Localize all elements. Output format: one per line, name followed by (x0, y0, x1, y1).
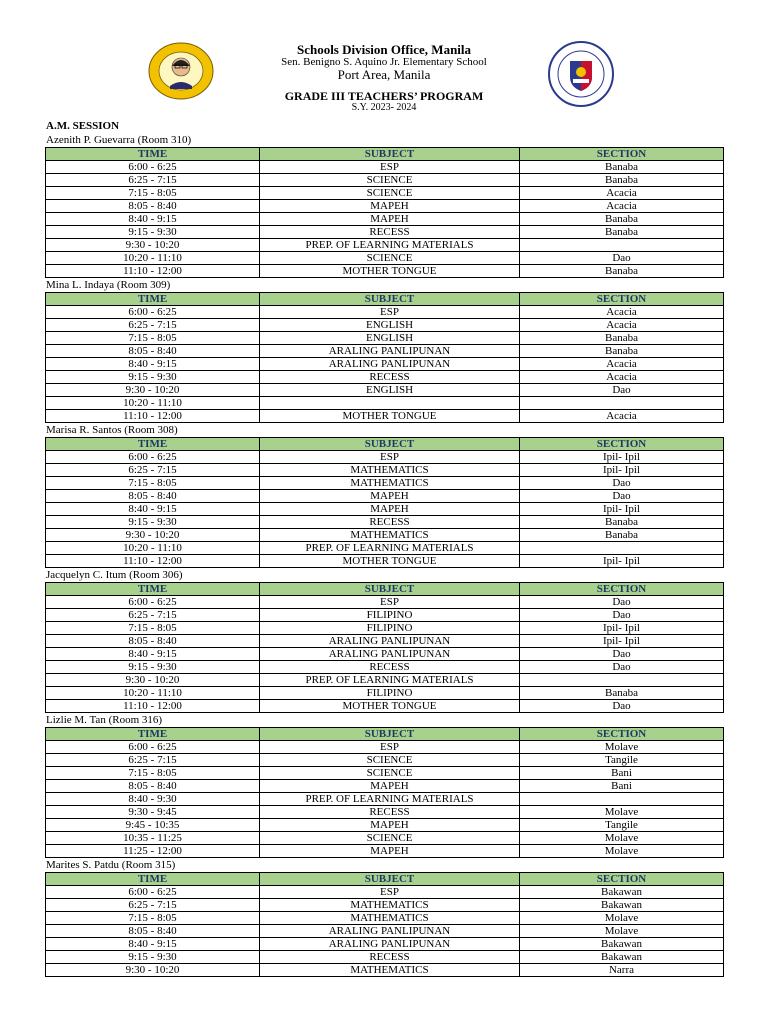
section-cell: Dao (520, 648, 724, 661)
time-cell: 6:25 - 7:15 (46, 319, 260, 332)
time-cell: 6:25 - 7:15 (46, 174, 260, 187)
section-cell: Dao (520, 661, 724, 674)
time-cell: 9:30 - 9:45 (46, 806, 260, 819)
time-cell: 8:40 - 9:15 (46, 938, 260, 951)
time-column-header: TIME (46, 293, 260, 306)
time-cell: 8:05 - 8:40 (46, 925, 260, 938)
section-cell: Ipil- Ipil (520, 464, 724, 477)
subject-cell: PREP. OF LEARNING MATERIALS (260, 674, 520, 687)
time-cell: 7:15 - 8:05 (46, 187, 260, 200)
subject-cell: MAPEH (260, 213, 520, 226)
time-column-header: TIME (46, 438, 260, 451)
school-name: Sen. Benigno S. Aquino Jr. Elementary School (281, 56, 487, 68)
section-cell: Bani (520, 780, 724, 793)
time-cell: 11:10 - 12:00 (46, 555, 260, 568)
section-cell: Molave (520, 925, 724, 938)
subject-cell: MAPEH (260, 490, 520, 503)
table-row (46, 793, 724, 806)
table-row (46, 187, 724, 200)
section-cell: Bakawan (520, 899, 724, 912)
table-row (46, 464, 724, 477)
section-cell: Dao (520, 252, 724, 265)
program-title: GRADE III TEACHERS’ PROGRAM (284, 89, 484, 103)
time-cell: 7:15 - 8:05 (46, 912, 260, 925)
section-cell: Bakawan (520, 886, 724, 899)
time-cell: 11:10 - 12:00 (46, 700, 260, 713)
table-row (46, 899, 724, 912)
subject-cell: ESP (260, 306, 520, 319)
time-cell: 10:20 - 11:10 (46, 542, 260, 555)
section-cell: Molave (520, 806, 724, 819)
time-cell: 9:15 - 9:30 (46, 516, 260, 529)
subject-cell: PREP. OF LEARNING MATERIALS (260, 239, 520, 252)
section-column-header: SECTION (520, 293, 724, 306)
time-cell: 9:30 - 10:20 (46, 239, 260, 252)
subject-cell: ESP (260, 741, 520, 754)
time-cell: 9:30 - 10:20 (46, 674, 260, 687)
table-row (46, 886, 724, 899)
teacher-name: Marisa R. Santos (Room 308) (46, 424, 178, 436)
section-cell (520, 674, 724, 687)
section-cell: Banaba (520, 174, 724, 187)
subject-cell: MATHEMATICS (260, 529, 520, 542)
table-row (46, 780, 724, 793)
table-row (46, 371, 724, 384)
table-row (46, 516, 724, 529)
table-row (46, 819, 724, 832)
subject-column-header: SUBJECT (260, 148, 520, 161)
subject-cell: SCIENCE (260, 252, 520, 265)
time-cell: 7:15 - 8:05 (46, 622, 260, 635)
section-cell (520, 793, 724, 806)
time-cell: 8:40 - 9:15 (46, 358, 260, 371)
section-cell: Acacia (520, 319, 724, 332)
subject-cell: SCIENCE (260, 832, 520, 845)
time-cell: 8:40 - 9:15 (46, 213, 260, 226)
subject-cell: MATHEMATICS (260, 912, 520, 925)
subject-cell: RECESS (260, 951, 520, 964)
section-cell (520, 397, 724, 410)
subject-cell: MOTHER TONGUE (260, 410, 520, 423)
subject-cell: ENGLISH (260, 384, 520, 397)
teacher-name: Marites S. Patdu (Room 315) (46, 859, 176, 871)
schedule-table (45, 292, 724, 423)
schedule-table (45, 872, 724, 977)
time-cell: 9:30 - 10:20 (46, 964, 260, 977)
section-cell: Molave (520, 912, 724, 925)
section-cell: Banaba (520, 265, 724, 278)
time-cell: 6:25 - 7:15 (46, 899, 260, 912)
table-row (46, 503, 724, 516)
teacher-schedule-block (45, 568, 723, 713)
table-row (46, 265, 724, 278)
section-cell: Ipil- Ipil (520, 635, 724, 648)
subject-cell: ARALING PANLIPUNAN (260, 925, 520, 938)
time-cell: 7:15 - 8:05 (46, 332, 260, 345)
time-cell: 6:00 - 6:25 (46, 596, 260, 609)
subject-cell: RECESS (260, 806, 520, 819)
subject-cell: MOTHER TONGUE (260, 265, 520, 278)
subject-cell: PREP. OF LEARNING MATERIALS (260, 793, 520, 806)
table-row (46, 358, 724, 371)
subject-cell: MAPEH (260, 200, 520, 213)
subject-cell: SCIENCE (260, 174, 520, 187)
subject-cell: MAPEH (260, 845, 520, 858)
table-row (46, 555, 724, 568)
time-cell: 8:05 - 8:40 (46, 490, 260, 503)
schedule-table (45, 582, 724, 713)
table-header-row (46, 873, 724, 886)
table-row (46, 542, 724, 555)
time-cell: 9:15 - 9:30 (46, 951, 260, 964)
time-column-header: TIME (46, 583, 260, 596)
table-row (46, 239, 724, 252)
time-cell: 9:15 - 9:30 (46, 226, 260, 239)
section-column-header: SECTION (520, 148, 724, 161)
table-row (46, 700, 724, 713)
subject-cell: MOTHER TONGUE (260, 700, 520, 713)
schedule-table (45, 727, 724, 858)
table-row (46, 741, 724, 754)
school-location: Port Area, Manila (337, 67, 431, 82)
time-cell: 6:00 - 6:25 (46, 161, 260, 174)
table-row (46, 845, 724, 858)
teacher-schedule-block (45, 713, 723, 858)
subject-cell: ARALING PANLIPUNAN (260, 345, 520, 358)
time-cell: 6:00 - 6:25 (46, 741, 260, 754)
time-cell: 10:35 - 11:25 (46, 832, 260, 845)
time-cell: 8:40 - 9:15 (46, 648, 260, 661)
time-cell: 8:40 - 9:15 (46, 503, 260, 516)
document-header (0, 0, 768, 118)
table-row (46, 964, 724, 977)
section-cell: Ipil- Ipil (520, 503, 724, 516)
time-cell: 9:30 - 10:20 (46, 384, 260, 397)
subject-cell: MATHEMATICS (260, 899, 520, 912)
teacher-name: Azenith P. Guevarra (Room 310) (46, 134, 192, 146)
table-row (46, 661, 724, 674)
time-cell: 9:45 - 10:35 (46, 819, 260, 832)
table-header-row (46, 293, 724, 306)
section-cell: Dao (520, 609, 724, 622)
table-row (46, 451, 724, 464)
table-header-row (46, 583, 724, 596)
table-row (46, 912, 724, 925)
time-cell: 7:15 - 8:05 (46, 767, 260, 780)
subject-cell: MATHEMATICS (260, 464, 520, 477)
time-cell: 11:10 - 12:00 (46, 410, 260, 423)
table-row (46, 622, 724, 635)
table-row (46, 754, 724, 767)
section-cell: Molave (520, 741, 724, 754)
time-cell: 11:10 - 12:00 (46, 265, 260, 278)
time-column-header: TIME (46, 873, 260, 886)
section-cell: Acacia (520, 358, 724, 371)
division-office-title: Schools Division Office, Manila (296, 42, 472, 57)
subject-cell: ESP (260, 886, 520, 899)
subject-cell: SCIENCE (260, 187, 520, 200)
time-cell: 8:05 - 8:40 (46, 200, 260, 213)
table-row (46, 596, 724, 609)
table-header-row (46, 438, 724, 451)
subject-cell: ESP (260, 596, 520, 609)
time-cell: 8:40 - 9:30 (46, 793, 260, 806)
subject-column-header: SUBJECT (260, 293, 520, 306)
section-column-header: SECTION (520, 873, 724, 886)
section-cell (520, 239, 724, 252)
subject-cell: MOTHER TONGUE (260, 555, 520, 568)
table-header-row (46, 148, 724, 161)
subject-cell: FILIPINO (260, 609, 520, 622)
table-row (46, 174, 724, 187)
teacher-schedules (45, 133, 723, 977)
table-row (46, 609, 724, 622)
table-row (46, 410, 724, 423)
section-cell: Acacia (520, 371, 724, 384)
section-cell: Molave (520, 845, 724, 858)
table-row (46, 767, 724, 780)
section-cell: Banaba (520, 345, 724, 358)
table-row (46, 490, 724, 503)
table-row (46, 332, 724, 345)
table-row (46, 252, 724, 265)
section-cell: Dao (520, 700, 724, 713)
subject-cell: MAPEH (260, 780, 520, 793)
subject-cell (260, 397, 520, 410)
time-cell: 10:20 - 11:10 (46, 397, 260, 410)
time-cell: 7:15 - 8:05 (46, 477, 260, 490)
subject-column-header: SUBJECT (260, 583, 520, 596)
section-cell: Molave (520, 832, 724, 845)
section-cell: Dao (520, 384, 724, 397)
table-row (46, 477, 724, 490)
teacher-schedule-block (45, 278, 723, 423)
subject-cell: SCIENCE (260, 767, 520, 780)
time-cell: 9:15 - 9:30 (46, 371, 260, 384)
subject-cell: RECESS (260, 371, 520, 384)
teacher-schedule-block (45, 133, 723, 278)
subject-column-header: SUBJECT (260, 873, 520, 886)
subject-cell: FILIPINO (260, 687, 520, 700)
teacher-schedule-block (45, 858, 723, 977)
table-row (46, 397, 724, 410)
time-cell: 6:00 - 6:25 (46, 451, 260, 464)
time-cell: 6:25 - 7:15 (46, 464, 260, 477)
section-cell: Banaba (520, 687, 724, 700)
section-cell: Ipil- Ipil (520, 451, 724, 464)
subject-cell: ENGLISH (260, 319, 520, 332)
section-cell: Dao (520, 477, 724, 490)
section-column-header: SECTION (520, 583, 724, 596)
subject-cell: ENGLISH (260, 332, 520, 345)
time-cell: 9:15 - 9:30 (46, 661, 260, 674)
table-row (46, 925, 724, 938)
subject-column-header: SUBJECT (260, 728, 520, 741)
teacher-schedule-block (45, 423, 723, 568)
subject-cell: MATHEMATICS (260, 964, 520, 977)
table-row (46, 951, 724, 964)
subject-column-header: SUBJECT (260, 438, 520, 451)
section-cell: Acacia (520, 187, 724, 200)
table-row (46, 161, 724, 174)
time-cell: 9:30 - 10:20 (46, 529, 260, 542)
schedule-table (45, 147, 724, 278)
school-year: S.Y. 2023- 2024 (351, 102, 417, 113)
section-cell: Bakawan (520, 938, 724, 951)
time-cell: 8:05 - 8:40 (46, 780, 260, 793)
table-row (46, 319, 724, 332)
table-row (46, 306, 724, 319)
schedule-table (45, 437, 724, 568)
subject-cell: ARALING PANLIPUNAN (260, 938, 520, 951)
time-cell: 8:05 - 8:40 (46, 635, 260, 648)
subject-cell: MAPEH (260, 503, 520, 516)
table-row (46, 938, 724, 951)
section-cell: Tangile (520, 754, 724, 767)
time-cell: 11:25 - 12:00 (46, 845, 260, 858)
teacher-name: Jacquelyn C. Itum (Room 306) (46, 569, 183, 581)
section-cell: Banaba (520, 161, 724, 174)
time-cell: 6:00 - 6:25 (46, 886, 260, 899)
subject-cell: RECESS (260, 516, 520, 529)
table-row (46, 635, 724, 648)
section-cell: Acacia (520, 410, 724, 423)
section-cell (520, 542, 724, 555)
subject-cell: ESP (260, 161, 520, 174)
subject-cell: ESP (260, 451, 520, 464)
time-column-header: TIME (46, 148, 260, 161)
subject-cell: ARALING PANLIPUNAN (260, 648, 520, 661)
table-header-row (46, 728, 724, 741)
subject-cell: SCIENCE (260, 754, 520, 767)
table-row (46, 806, 724, 819)
session-label: A.M. SESSION (46, 120, 120, 132)
section-cell: Narra (520, 964, 724, 977)
table-row (46, 200, 724, 213)
time-cell: 10:20 - 11:10 (46, 687, 260, 700)
time-cell: 6:00 - 6:25 (46, 306, 260, 319)
section-cell: Ipil- Ipil (520, 555, 724, 568)
time-cell: 8:05 - 8:40 (46, 345, 260, 358)
section-column-header: SECTION (520, 728, 724, 741)
section-cell: Ipil- Ipil (520, 622, 724, 635)
section-column-header: SECTION (520, 438, 724, 451)
subject-cell: ARALING PANLIPUNAN (260, 635, 520, 648)
section-cell: Acacia (520, 200, 724, 213)
subject-cell: MAPEH (260, 819, 520, 832)
teacher-name: Lizlie M. Tan (Room 316) (46, 714, 163, 726)
table-row (46, 213, 724, 226)
section-cell: Banaba (520, 332, 724, 345)
time-cell: 6:25 - 7:15 (46, 754, 260, 767)
subject-cell: MATHEMATICS (260, 477, 520, 490)
table-row (46, 687, 724, 700)
section-cell: Banaba (520, 213, 724, 226)
table-row (46, 832, 724, 845)
section-cell: Bani (520, 767, 724, 780)
section-cell: Bakawan (520, 951, 724, 964)
subject-cell: ARALING PANLIPUNAN (260, 358, 520, 371)
subject-cell: FILIPINO (260, 622, 520, 635)
section-cell: Tangile (520, 819, 724, 832)
table-row (46, 226, 724, 239)
teacher-name: Mina L. Indaya (Room 309) (46, 279, 171, 291)
section-cell: Banaba (520, 516, 724, 529)
table-row (46, 648, 724, 661)
time-cell: 6:25 - 7:15 (46, 609, 260, 622)
section-cell: Dao (520, 596, 724, 609)
section-cell: Banaba (520, 529, 724, 542)
table-row (46, 529, 724, 542)
subject-cell: RECESS (260, 226, 520, 239)
table-row (46, 384, 724, 397)
section-cell: Banaba (520, 226, 724, 239)
section-cell: Acacia (520, 306, 724, 319)
time-cell: 10:20 - 11:10 (46, 252, 260, 265)
table-row (46, 345, 724, 358)
table-row (46, 674, 724, 687)
section-cell: Dao (520, 490, 724, 503)
subject-cell: PREP. OF LEARNING MATERIALS (260, 542, 520, 555)
subject-cell: RECESS (260, 661, 520, 674)
time-column-header: TIME (46, 728, 260, 741)
